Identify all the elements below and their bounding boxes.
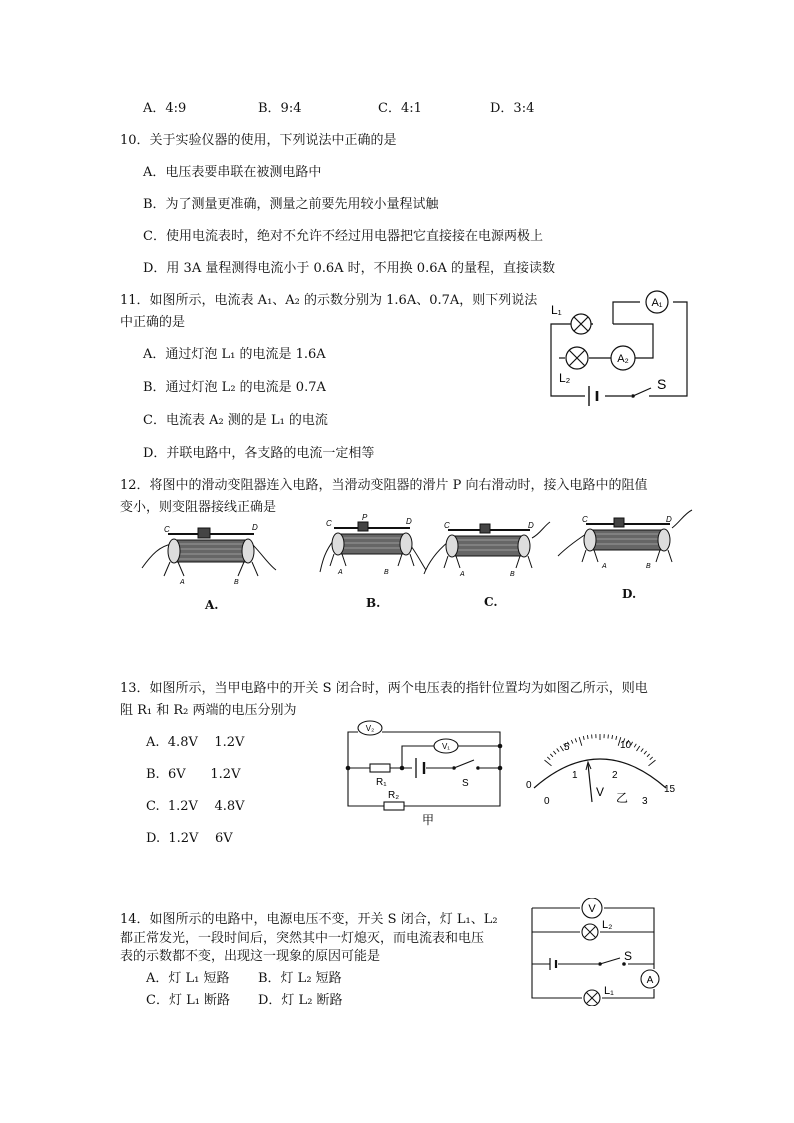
q14-option-c: C．灯 L₁ 断路: [146, 993, 231, 1008]
q13-resistor-r1: [370, 764, 390, 788]
svg-text:V₂: V₂: [365, 724, 375, 733]
dial-ticks: [545, 734, 656, 766]
q11-option-b: B．通过灯泡 L₂ 的电流是 0.7A: [143, 380, 326, 395]
dial-max-lower: 3: [642, 796, 648, 807]
dial-max-upper: 15: [664, 784, 676, 795]
q13-option-b: B. 6V 1.2V: [146, 767, 241, 782]
dial-tick: [579, 737, 582, 746]
q14-stem-line1: 14．如图所示的电路中，电源电压不变，开关 S 闭合，灯 L₁、L₂: [120, 912, 498, 927]
dial-tick: [553, 751, 556, 754]
q13-label-s: S: [462, 778, 469, 789]
svg-text:R₂: R₂: [388, 790, 400, 801]
q12-stem-line1: 12．将图中的滑动变阻器连入电路，当滑动变阻器的滑片 P 向右滑动时，接入电路中的阻值: [120, 478, 648, 493]
dial-zero-upper: 0: [526, 780, 532, 791]
q14-voltmeter: [582, 898, 602, 918]
q11-lamp-l1: [571, 314, 591, 334]
q13-battery: [416, 758, 424, 778]
svg-text:C: C: [582, 515, 588, 524]
svg-text:A: A: [602, 563, 607, 570]
svg-text:C: C: [164, 525, 170, 534]
svg-text:V: V: [588, 903, 596, 915]
q12-rheostat-b: [318, 512, 428, 584]
q13-option-c: C. 1.2V 4.8V: [146, 799, 245, 814]
q11-option-d: D．并联电路中，各支路的电流一定相等: [143, 446, 375, 461]
q13-stem-line2: 阻 R₁ 和 R₂ 两端的电压分别为: [120, 703, 297, 718]
dial-tick: [560, 746, 563, 751]
q11-stem-line2: 中正确的是: [120, 315, 186, 330]
svg-text:A: A: [460, 571, 465, 578]
q12-stem-line2: 变小，则变阻器接线正确是: [120, 500, 277, 515]
q9-option-b: B．9:4: [258, 101, 302, 116]
dial-tick: [644, 751, 647, 754]
q11-option-a: A．通过灯泡 L₁ 的电流是 1.6A: [143, 347, 326, 362]
svg-text:A: A: [338, 569, 343, 576]
q10-option-c: C．使用电流表时，绝对不允许不经过用电器把它直接接在电源两极上: [143, 229, 543, 244]
dial-lower-2: 2: [612, 770, 618, 781]
q13-option-d: D. 1.2V 6V: [146, 831, 233, 846]
q14-battery: [550, 958, 578, 970]
q9-option-a: A．4:9: [143, 101, 187, 116]
dial-upper-10: 10: [620, 740, 632, 751]
svg-text:B: B: [234, 579, 239, 586]
dial-tick: [583, 736, 584, 740]
dial-tick: [650, 757, 653, 760]
q10-option-a: A．电压表要串联在被测电路中: [143, 165, 322, 180]
svg-text:A: A: [180, 579, 185, 586]
q11-label-s: S: [657, 376, 667, 392]
q11-label-l2: L₂: [559, 371, 571, 385]
dial-tick: [641, 749, 643, 752]
svg-text:A₂: A₂: [617, 353, 629, 365]
svg-text:A: A: [646, 975, 654, 986]
q9-option-c: C．4:1: [378, 101, 422, 116]
q11-label-l1: L₁: [551, 303, 562, 317]
dial-tick: [587, 735, 588, 739]
svg-text:D: D: [252, 523, 258, 532]
svg-text:C: C: [444, 521, 450, 530]
q9-option-d: D．3:4: [490, 101, 535, 116]
q11-stem-line1: 11．如图所示，电流表 A₁、A₂ 的示数分别为 1.6A、0.7A，则下列说法: [120, 293, 538, 308]
svg-text:L₁: L₁: [604, 985, 614, 997]
q11-lamp-l2: [566, 347, 588, 369]
dial-arc: [534, 759, 666, 788]
dial-caption-yi: 乙: [616, 791, 629, 805]
q14-switch: [598, 949, 632, 966]
q10-stem: 10．关于实验仪器的使用，下列说法中正确的是: [120, 133, 397, 148]
dial-zero-lower: 0: [544, 796, 550, 807]
q14-lamp-l1: [584, 985, 614, 1006]
q14-option-d: D．灯 L₂ 断路: [258, 993, 343, 1008]
q13-option-a: A. 4.8V 1.2V: [146, 735, 245, 750]
dial-upper-5: 5: [564, 742, 570, 753]
q13-stem-line1: 13．如图所示，当甲电路中的开关 S 闭合时，两个电压表的指针位置均为如图乙所示，则电: [120, 681, 648, 696]
q14-ammeter: [641, 970, 659, 988]
q11-circuit-figure: [545, 288, 695, 408]
dial-tick: [571, 740, 573, 744]
q12-rheostat-c: [422, 514, 552, 584]
dial-tick: [547, 757, 550, 760]
dial-lower-1: 1: [572, 770, 578, 781]
dial-tick: [612, 735, 613, 739]
q14-option-b: B．灯 L₂ 短路: [258, 971, 342, 986]
q11-battery: [589, 386, 597, 406]
svg-text:D: D: [528, 521, 534, 530]
dial-unit: V: [596, 785, 605, 799]
q11-ammeter-a2: [611, 346, 635, 370]
q11-option-c: C．电流表 A₂ 测的是 L₁ 的电流: [143, 413, 328, 428]
svg-text:C: C: [326, 519, 332, 528]
svg-text:V₁: V₁: [441, 742, 451, 751]
svg-text:S: S: [624, 949, 633, 963]
q12-rheostat-a: [140, 514, 280, 590]
q10-option-b: B．为了测量更准确，测量之前要先用较小量程试触: [143, 197, 439, 212]
q14-stem-line2: 都正常发光，一段时间后，突然其中一灯熄灭，而电流表和电压: [120, 931, 485, 946]
dial-tick: [616, 736, 617, 740]
svg-text:P: P: [362, 513, 368, 522]
dial-tick: [634, 744, 636, 748]
q13-voltmeter-dial: [520, 734, 684, 810]
q14-stem-line3: 表的示数都不变，出现这一现象的原因可能是: [120, 949, 381, 964]
dial-tick: [545, 760, 552, 766]
svg-text:D: D: [406, 517, 412, 526]
dial-tick: [649, 760, 656, 766]
q10-option-d: D．用 3A 量程测得电流小于 0.6A 时，不用换 0.6A 的量程，直接读数: [143, 261, 556, 276]
svg-text:D: D: [666, 515, 672, 524]
q12-label-b: B.: [366, 596, 381, 610]
q12-label-d: D.: [622, 587, 637, 601]
dial-tick: [637, 746, 640, 751]
svg-text:R₁: R₁: [376, 777, 387, 788]
svg-text:B: B: [510, 571, 515, 578]
q12-label-c: C.: [484, 595, 498, 609]
dial-tick: [557, 749, 559, 752]
q14-option-a: A．灯 L₁ 短路: [146, 971, 230, 986]
dial-tick: [647, 754, 650, 757]
q12-rheostat-d: [556, 506, 696, 576]
dial-tick: [550, 754, 553, 757]
q11-ammeter-a1: [646, 291, 668, 313]
svg-text:L₂: L₂: [602, 919, 613, 931]
q13-switch: [452, 760, 480, 770]
q11-switch: [631, 388, 651, 398]
dial-needle: [588, 764, 592, 802]
q14-lamp-l2: [582, 919, 612, 940]
q13-caption-jia: 甲: [421, 813, 435, 827]
q13-voltmeter-v1: [434, 739, 458, 753]
q12-label-a: A.: [205, 598, 219, 612]
q13-resistor-r2: [384, 790, 404, 810]
svg-text:B: B: [646, 563, 651, 570]
dial-tick: [575, 738, 576, 742]
svg-text:A₁: A₁: [651, 297, 663, 309]
q13-circuit-figure: [340, 716, 510, 828]
q14-circuit-figure: [528, 898, 668, 1006]
svg-text:B: B: [384, 569, 389, 576]
q13-voltmeter-v2: [358, 721, 382, 735]
